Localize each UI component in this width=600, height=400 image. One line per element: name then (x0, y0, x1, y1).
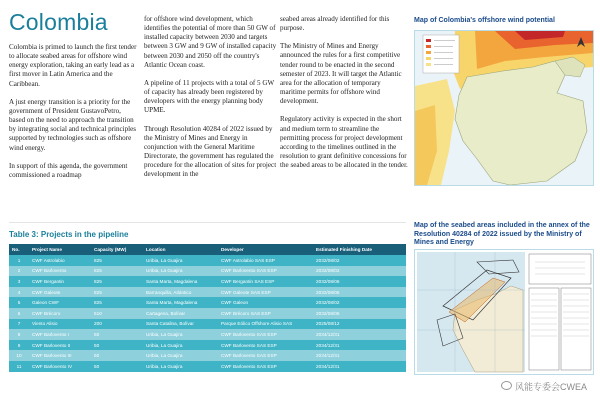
text-column-3 (280, 15, 408, 179)
table-row (9, 319, 406, 330)
column-header: No. (9, 244, 29, 255)
table-cell: 2032/08/02 (313, 297, 406, 308)
column-header: Location (143, 244, 218, 255)
table-cell: 825 (91, 255, 143, 266)
paragraph: seabed areas already identified for this purpose. (280, 15, 390, 33)
table-cell: 50 (91, 361, 143, 372)
paragraph: Through Resolution 40284 of 2022 issued by the Ministry of Mines and Energy in conjunction with the General Maritime Directorate, the government has regulated the procedure for the allocation of sites for project development in the (144, 124, 277, 179)
table-row (9, 287, 406, 298)
table-row (9, 350, 406, 361)
table-cell: 2034/12/31 (313, 350, 406, 361)
table-cell: 200 (91, 319, 143, 330)
wind-potential-map (414, 30, 594, 186)
table-row (9, 361, 406, 372)
table-cell: 2032/08/02 (313, 266, 406, 277)
paragraph: The Ministry of Mines and Energy announced the rules for a first competitive tender round to be enacted in the second semester of 2023. It will target the Atlantic area for the allocation of temporary maritime permits for offshore wind development. (280, 42, 402, 106)
table-cell: 50 (91, 340, 143, 351)
table-cell: Uribia, La Guajira (143, 350, 218, 361)
table-cell: 6 (9, 308, 29, 319)
table-row (9, 340, 406, 351)
column-header: Capacity (MW) (91, 244, 143, 255)
table-cell: CWF Barlovento IV (29, 361, 91, 372)
table-cell: 825 (91, 266, 143, 277)
table-cell: CWF Barlovento SAS ESP (218, 350, 313, 361)
table-cell: 50 (91, 350, 143, 361)
table-cell: Uribia, La Guajira (143, 266, 218, 277)
table-cell: Cartagena, Bolívar (143, 308, 218, 319)
table-cell: 8 (9, 329, 29, 340)
wind-potential-map-graphic (415, 31, 593, 185)
table-cell: 5 (9, 297, 29, 308)
column-header: Estimated Finishing Date (313, 244, 406, 255)
table-cell: 2025/08/12 (313, 319, 406, 330)
table-row (9, 297, 406, 308)
table-row (9, 308, 406, 319)
map-title-wind-potential: Map of Colombia's offshore wind potential (414, 17, 555, 24)
paragraph: Colombia is primed to launch the first tender to allocate seabed areas for offshore wind energy exploration, taking an early lead as a first mover in Latin America and the Caribbean. (9, 43, 137, 88)
table-cell: Uribia, La Guajira (143, 340, 218, 351)
column-header: Developer (218, 244, 313, 255)
table-cell: 11 (9, 361, 29, 372)
paragraph: In support of this agenda, the government commissioned a roadmap (9, 161, 128, 179)
table-cell: 2034/12/31 (313, 361, 406, 372)
paragraph: A pipeline of 11 projects with a total of 5 GW of capacity has already been registered by developers with the energy planning body UPME. (144, 78, 275, 115)
table-cell: 2032/08/06 (313, 308, 406, 319)
table-cell: 3 (9, 276, 29, 287)
table-cell: 1 (9, 255, 29, 266)
table-title: Table 3: Projects in the pipeline (9, 230, 129, 239)
wechat-icon (501, 381, 512, 390)
table-cell: CWF Barlovento II (29, 340, 91, 351)
page-title: Colombia (9, 9, 108, 35)
table-cell: 825 (91, 297, 143, 308)
table-cell: 2034/12/31 (313, 340, 406, 351)
table-cell: Uribia, La Guajira (143, 329, 218, 340)
paragraph: A just energy transition is a priority for the government of President GustavoPetro, based on the need to approach the transition by integrating social and technical principles supported by technologies such as offshore wind energy. (9, 97, 137, 152)
map-title-seabed-areas: Map of the seabed areas included in the annex of the Resolution 40284 of 2022 issued by the Ministry of Mines and Energy (414, 222, 590, 246)
table-cell: CWF Barlovento SAS ESP (218, 266, 313, 277)
table-cell: 2032/08/06 (313, 276, 406, 287)
projects-table (9, 244, 406, 372)
table-cell: 4 (9, 287, 29, 298)
table-cell: 510 (91, 308, 143, 319)
table-cell: 10 (9, 350, 29, 361)
table-cell: CWF Barlovento III (29, 350, 91, 361)
table-cell: CWF Brécoro SAS ESP (218, 308, 313, 319)
table-cell: CWF Bergantin (29, 276, 91, 287)
table-cell: Santa Marta, Magdalena (143, 297, 218, 308)
table-cell: CWF Barlovento SAS ESP (218, 329, 313, 340)
table-cell: Viento Alisio (29, 319, 91, 330)
table-cell: 50 (91, 329, 143, 340)
paragraph: Regulatory activity is expected in the short and medium term to streamline the permitting process for project development according to the timelines outlined in the resolution to grant definitive concessions for the seabed areas to be allocated in the tender. (280, 115, 408, 170)
table-cell: CWF Barlovento SAS ESP (218, 340, 313, 351)
table-cell: CWF Bergantin SAS ESP (218, 276, 313, 287)
text-column-2 (144, 15, 278, 189)
text-column-1 (9, 43, 137, 189)
table-cell: CWF Barlovento SAS ESP (218, 361, 313, 372)
table-cell: Santa Catalina, Bolívar (143, 319, 218, 330)
table-cell: CWF Barlovento I (29, 329, 91, 340)
table-row (9, 329, 406, 340)
table-row (9, 276, 406, 287)
watermark: 风能专委会CWEA (515, 382, 588, 392)
table-row (9, 266, 406, 277)
table-cell: Galeon CWF (29, 297, 91, 308)
table-cell: Parque Eólico Offshore Alisio SAS (218, 319, 313, 330)
divider (9, 222, 406, 223)
seabed-areas-map (414, 249, 594, 375)
table-cell: Santa Marta, Magdalena (143, 276, 218, 287)
table-row (9, 255, 406, 266)
column-header: Project Name (29, 244, 91, 255)
table-cell: 2032/08/06 (313, 287, 406, 298)
table-cell: CWF Astrolabio (29, 255, 91, 266)
table-cell: Uribia, La Guajira (143, 361, 218, 372)
table-cell: 2032/08/02 (313, 255, 406, 266)
seabed-areas-map-graphic (415, 250, 593, 374)
table-cell: CWF Galeote SAS ESP (218, 287, 313, 298)
paragraph: for offshore wind development, which identifies the potential of more than 50 GW of installed capacity between 2030 and targets between 3 GW and 9 GW of installed capacity between 2030 and 2050 off the country's Atlantic Ocean coast. (144, 15, 277, 69)
table-cell: 2034/12/31 (313, 329, 406, 340)
table-cell: CWF Brécoro (29, 308, 91, 319)
table-cell: 825 (91, 287, 143, 298)
table-cell: Barranquilla, Atlántico (143, 287, 218, 298)
table-cell: CWF Galeote (29, 287, 91, 298)
table-cell: 9 (9, 340, 29, 351)
table-header-row (9, 244, 406, 255)
table-cell: CWF Astrolabio SAS ESP (218, 255, 313, 266)
table-cell: 2 (9, 266, 29, 277)
table-cell: Uribia, La Guajira (143, 255, 218, 266)
table-cell: 7 (9, 319, 29, 330)
table-cell: CWF Galeon (218, 297, 313, 308)
table-cell: 825 (91, 276, 143, 287)
table-cell: CWF Barlovento (29, 266, 91, 277)
